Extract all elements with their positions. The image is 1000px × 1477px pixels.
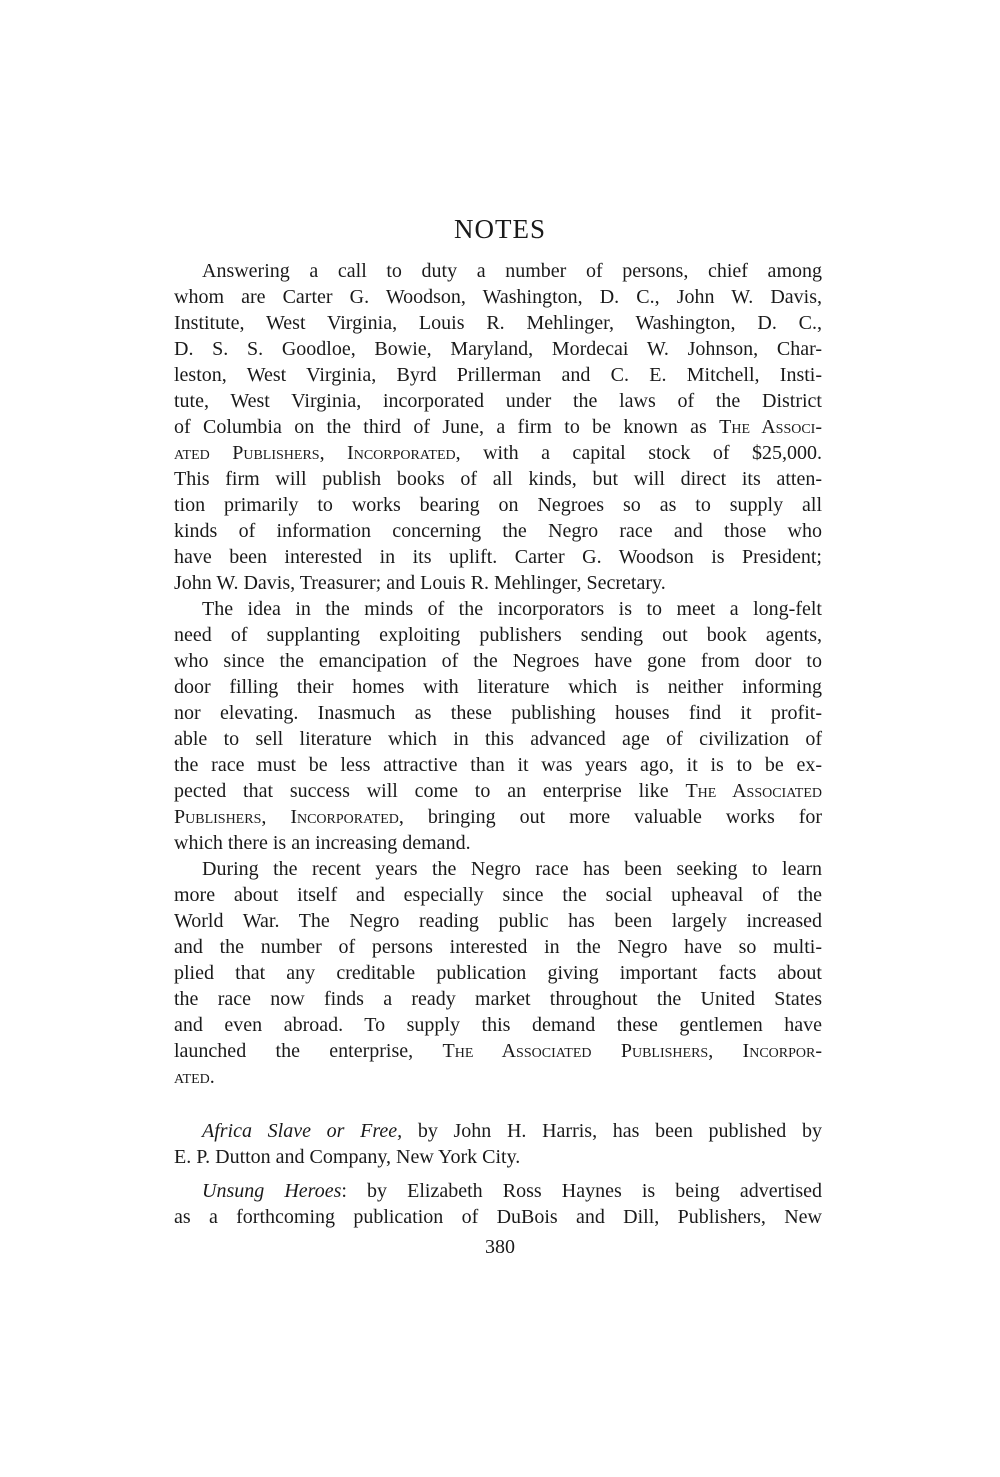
text-segment: pected that success will come to an enterprise like — [174, 780, 686, 802]
text-line: Answering a call to duty a number of persons, chief among — [202, 260, 822, 282]
text-line — [174, 804, 822, 830]
text-line: leston, West Virginia, Byrd Prillerman and C. E. Mitchell, Insti- — [174, 364, 822, 386]
text-line: able to sell literature which in this advanced age of civilization of — [174, 728, 822, 750]
book-title: Africa Slave or Free, — [202, 1120, 403, 1142]
text-line: tute, West Virginia, incorporated under the laws of the District — [174, 390, 822, 412]
text-line: door filling their homes with literature which is neither informing — [174, 676, 822, 698]
text-line: who since the emancipation of the Negroes have gone from door to — [174, 650, 822, 672]
text-line: kinds of information concerning the Negro race and those who — [174, 520, 822, 542]
text-segment: , with a capital stock of $25,000. — [455, 442, 822, 464]
text-segment: of Columbia on the third of June, a firm to be known as — [174, 416, 720, 438]
text-line: and the number of persons interested in the Negro have so multi- — [174, 936, 822, 958]
text-line: World War. The Negro reading public has been largely increased — [174, 910, 822, 932]
text-line: whom are Carter G. Woodson, Washington, D. C., John W. Davis, — [174, 286, 822, 308]
text-segment: , bringing out more valuable works for — [398, 806, 823, 828]
text-line: as a forthcoming publication of DuBois and Dill, Publishers, New — [174, 1206, 822, 1228]
text-line: nor elevating. Inasmuch as these publishing houses find it profit- — [174, 702, 822, 724]
text-line: and even abroad. To supply this demand these gentlemen have — [174, 1014, 822, 1036]
text-line: tion primarily to works bearing on Negroes so as to supply all — [174, 494, 822, 516]
text-line: E. P. Dutton and Company, New York City. — [174, 1146, 521, 1168]
text-line — [174, 1038, 822, 1064]
small-caps-segment: The Associated Publishers, Incorpor- — [442, 1040, 823, 1062]
text-line: The idea in the minds of the incorporators is to meet a long-felt — [202, 598, 822, 620]
text-line: This firm will publish books of all kinds, but will direct its atten- — [174, 468, 822, 490]
text-segment: : by Elizabeth Ross Haynes is being advertised — [341, 1180, 823, 1202]
page-number: 380 — [485, 1236, 515, 1258]
text-line — [174, 440, 822, 466]
text-line: John W. Davis, Treasurer; and Louis R. Mehlinger, Secretary. — [174, 572, 666, 594]
small-caps-segment: The Associ- — [719, 416, 823, 438]
text-line — [174, 1064, 822, 1090]
book-title: Unsung Heroes — [202, 1180, 342, 1202]
text-line: the race must be less attractive than it was years ago, it is to be ex- — [174, 754, 822, 776]
small-caps-segment: ated. — [174, 1066, 215, 1088]
text-line: which there is an increasing demand. — [174, 832, 471, 854]
text-line: plied that any creditable publication giving important facts about — [174, 962, 822, 984]
text-segment: by John H. Harris, has been published by — [402, 1120, 822, 1142]
text-segment: launched the enterprise, — [174, 1040, 443, 1062]
text-line: D. S. S. Goodloe, Bowie, Maryland, Mordecai W. Johnson, Char- — [174, 338, 822, 360]
text-line — [174, 778, 822, 804]
text-line: During the recent years the Negro race has been seeking to learn — [202, 858, 822, 880]
small-caps-segment: The Associated — [685, 780, 822, 802]
text-line: need of supplanting exploiting publishers sending out book agents, — [174, 624, 822, 646]
page-title: NOTES — [454, 214, 546, 244]
text-line — [174, 414, 822, 440]
text-line: the race now finds a ready market throughout the United States — [174, 988, 822, 1010]
text-line — [202, 1178, 822, 1204]
small-caps-segment: Publishers, Incorporated — [174, 806, 399, 828]
text-line — [202, 1118, 822, 1144]
text-line: Institute, West Virginia, Louis R. Mehlinger, Washington, D. C., — [174, 312, 822, 334]
small-caps-segment: ated Publishers, Incorporated — [174, 442, 456, 464]
text-line: have been interested in its uplift. Carter G. Woodson is President; — [174, 546, 822, 568]
text-line: more about itself and especially since the social upheaval of the — [174, 884, 822, 906]
